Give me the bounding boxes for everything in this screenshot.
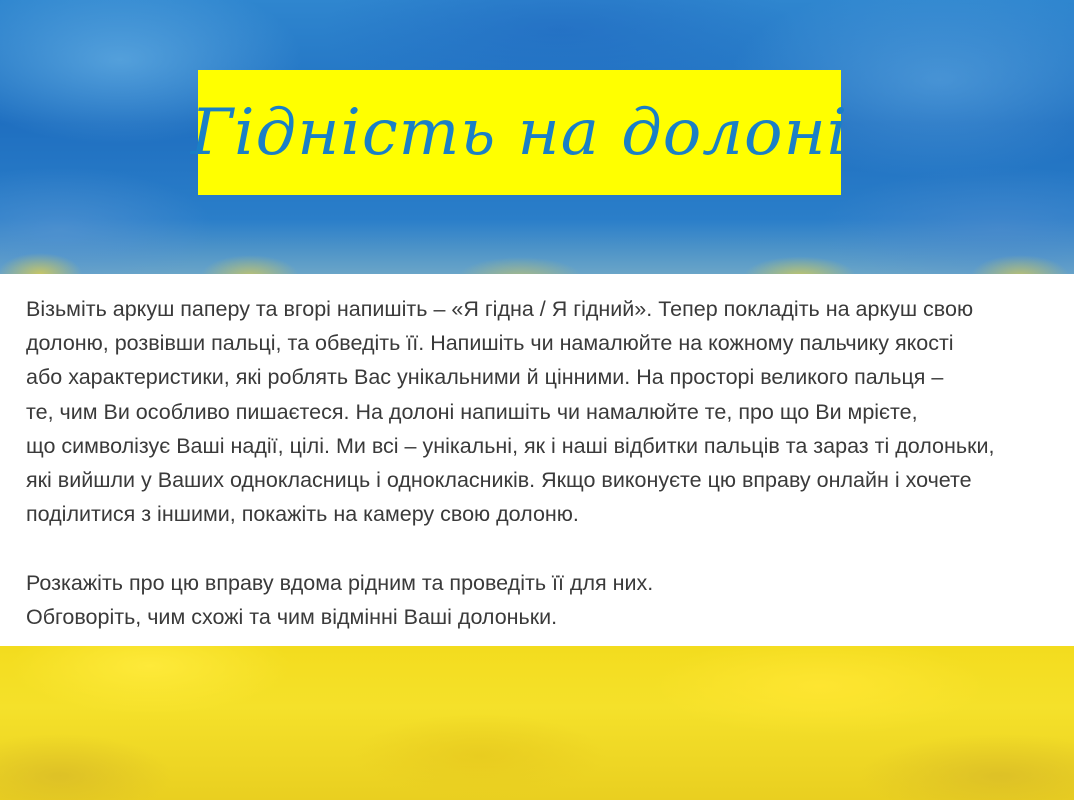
instructions-panel — [0, 274, 1074, 646]
paragraph-line: Розкажіть про цю вправу вдома рідним та проведіть її для них. — [26, 571, 654, 595]
paragraph-line: Візьміть аркуш паперу та вгорі напишіть – «Я гідна / Я гідний». Тепер покладіть на аркуш свою — [26, 297, 974, 321]
page-title: Гідність на долоні — [190, 95, 849, 170]
paragraph-line: те, чим Ви особливо пишаєтеся. На долоні напишіть чи намалюйте те, про що Ви мрієте, — [26, 399, 918, 424]
title-banner — [190, 70, 849, 195]
instructions-paragraph-1 — [26, 292, 1066, 531]
instructions-paragraph-2 — [26, 566, 1066, 634]
paragraph-line: долоню, розвівши пальці, та обведіть її. Напишіть чи намалюйте на кожному пальчику якості — [26, 331, 954, 356]
yellow-painted-band — [0, 646, 1074, 800]
blue-painted-band — [0, 0, 1074, 274]
paragraph-line: або характеристики, які роблять Вас унікальними й цінними. На просторі великого пальця – — [26, 365, 944, 390]
paragraph-line: Обговоріть, чим схожі та чим відмінні Ваші долоньки. — [26, 605, 558, 630]
paragraph-line: що символізує Ваші надії, цілі. Ми всі – унікальні, як і наші відбитки пальців та зараз ті долоньки, — [26, 433, 995, 458]
paragraph-line: поділитися з іншими, покажіть на камеру свою долоню. — [26, 502, 579, 527]
paragraph-line: які вийшли у Ваших однокласниць і однокласників. Якщо виконуєте цю вправу онлайн і хочете — [26, 468, 972, 493]
